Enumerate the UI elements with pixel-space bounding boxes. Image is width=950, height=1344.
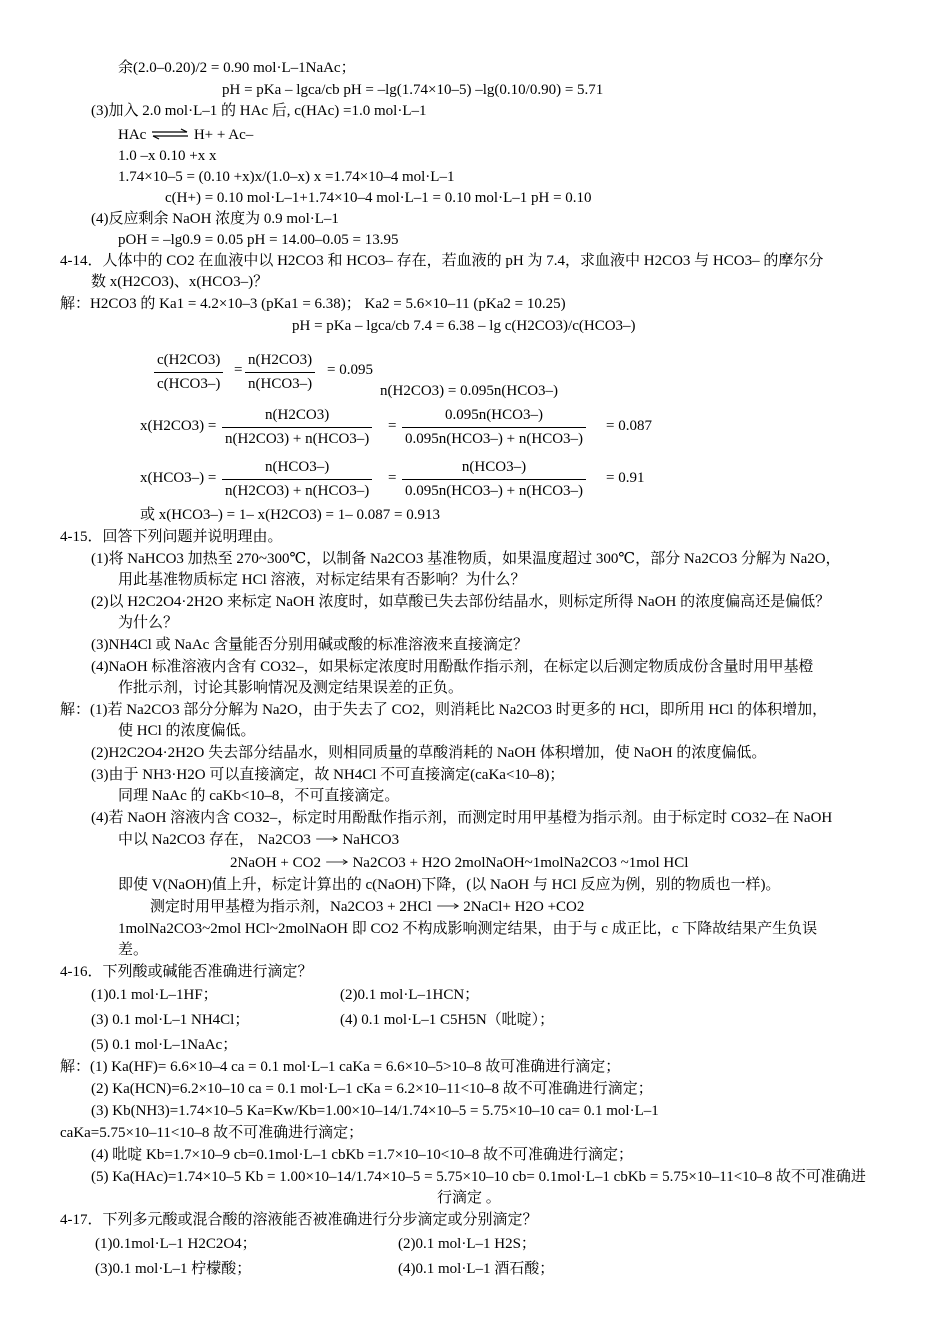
arrow-right-icon (315, 833, 339, 845)
text-line: 行滴定 。 (437, 1190, 501, 1206)
fraction: n(H2CO3) n(H2CO3) + n(HCO3–) (222, 405, 372, 450)
text-line: pOH = –lg0.9 = 0.05 pH = 14.00–0.05 = 13.95 (118, 232, 399, 248)
text-line: 数 x(H2CO3)、x(HCO3–)？ (91, 274, 269, 290)
text-line: n(H2CO3) = 0.095n(HCO3–) (380, 383, 559, 399)
equation-products: H+ + Ac– (193, 127, 254, 143)
list-item: (3) 0.1 mol·L–1 NH4Cl； (91, 1012, 250, 1028)
equation-line: 测定时用甲基橙为指示剂，Na2CO3 + 2HCl 2NaCl+ H2O +CO2 (150, 899, 585, 915)
fraction: 0.095n(HCO3–) 0.095n(HCO3–) + n(HCO3–) (402, 405, 586, 450)
list-item: (1)0.1mol·L–1 H2C2O4； (95, 1236, 257, 1252)
question-4-14: 4-14．人体中的 CO2 在血液中以 H2CO3 和 HCO3– 存在，若血液的 pH 为 7.4，求血液中 H2CO3 与 HCO3– 的摩尔分 (60, 253, 824, 269)
text-line: pH = pKa – lgca/cb pH = –lg(1.74×10–5) –lg(0.10/0.90) = 5.71 (222, 82, 604, 98)
equals-sign: = (234, 362, 243, 378)
text-line: (4)反应剩余 NaOH 浓度为 0.9 mol·L–1 (91, 211, 339, 227)
answer-4-15: 解：(1)若 Na2CO3 部分分解为 Na2O，由于失去了 CO2，则消耗比 Na2CO3 时更多的 HCl，即所用 HCl 的体积增加， (60, 702, 828, 718)
text-line: (2) Ka(HCN)=6.2×10–10 ca = 0.1 mol·L–1 cKa = 6.2×10–11<10–8 故不可准确进行滴定； (91, 1081, 653, 1097)
text-line: (2)H2C2O4·2H2O 失去部分结晶水，则相同质量的草酸消耗的 NaOH 体积增加，使 NaOH 的浓度偏低。 (91, 745, 767, 761)
text-line: (3)由于 NH3·H2O 可以直接滴定，故 NH4Cl 不可直接滴定(caKa<10–8)； (91, 767, 565, 783)
question-4-16: 4-16．下列酸或碱能否准确进行滴定？ (60, 964, 313, 980)
text-line: (1)将 NaHCO3 加热至 270~300℃，以制备 Na2CO3 基准物质，如果温度超过 300℃，部分 Na2CO3 分解为 Na2O， (91, 551, 841, 567)
text-line: (3) Kb(NH3)=1.74×10–5 Ka=Kw/Kb=1.00×10–14/1.74×10–5 = 5.75×10–10 ca= 0.1 mol·L–1 (91, 1103, 659, 1119)
list-item: (3)0.1 mol·L–1 柠檬酸； (95, 1261, 252, 1277)
text-line: caKa=5.75×10–11<10–8 故不可准确进行滴定； (60, 1125, 364, 1141)
list-item: (4) 0.1 mol·L–1 C5H5N（吡啶）； (340, 1012, 555, 1028)
text-line: pH = pKa – lgca/cb 7.4 = 6.38 – lg c(H2CO3)/c(HCO3–) (292, 318, 636, 334)
equation-line: 2NaOH + CO2 Na2CO3 + H2O 2molNaOH~1molNa2CO3 ~1mol HCl (230, 855, 689, 871)
text-line: (5) Ka(HAc)=1.74×10–5 Kb = 1.00×10–14/1.74×10–5 = 5.75×10–10 cb= 0.1mol·L–1 cbKb = 5.75×10–11<10–8 故不可准确进 (91, 1169, 866, 1185)
list-item: (2)0.1 mol·L–1 H2S； (398, 1236, 536, 1252)
text-line: 1.0 –x 0.10 +x x (118, 148, 217, 164)
text-line: (3)加入 2.0 mol·L–1 的 HAc 后, c(HAc) =1.0 mol·L–1 (91, 103, 427, 119)
text-line: 差。 (118, 942, 149, 958)
question-4-15: 4-15．回答下列问题并说明理由。 (60, 529, 283, 545)
answer-4-14: 解：H2CO3 的 Ka1 = 4.2×10–3 (pKa1 = 6.38)； Ka2 = 5.6×10–11 (pKa2 = 10.25) (60, 296, 566, 312)
equals-sign: = (388, 418, 397, 434)
list-item: (5) 0.1 mol·L–1NaAc； (91, 1037, 238, 1053)
question-4-17: 4-17．下列多元酸或混合酸的溶液能否被准确进行分步滴定或分别滴定？ (60, 1212, 538, 1228)
text-line: 为什么？ (118, 615, 179, 631)
fraction-moles: n(H2CO3) n(HCO3–) (245, 350, 315, 395)
text-line: c(H+) = 0.10 mol·L–1+1.74×10–4 mol·L–1 = 0.10 mol·L–1 pH = 0.10 (165, 190, 592, 206)
text-line: 用此基准物质标定 HCl 溶液，对标定结果有否影响？为什么？ (118, 572, 526, 588)
equation-reactant: HAc (118, 127, 147, 143)
equals-sign: = (388, 470, 397, 486)
fraction-concentration: c(H2CO3) c(HCO3–) (154, 350, 223, 395)
text-line: 使 HCl 的浓度偏低。 (118, 723, 256, 739)
equation-line: 中以 Na2CO3 存在， Na2CO3 NaHCO3 (118, 832, 400, 848)
text-line: 或 x(HCO3–) = 1– x(H2CO3) = 1– 0.087 = 0.913 (140, 507, 440, 523)
fraction: n(HCO3–) 0.095n(HCO3–) + n(HCO3–) (402, 457, 586, 502)
list-item: (4)0.1 mol·L–1 酒石酸； (398, 1261, 555, 1277)
text-line: (3)NH4Cl 或 NaAc 含量能否分别用碱或酸的标准溶液来直接滴定？ (91, 637, 529, 653)
text-line: (4)NaOH 标准溶液内含有 CO32–，如果标定浓度时用酚酞作指示剂，在标定以后测定物质成份含量时用甲基橙 (91, 659, 814, 675)
fraction: n(HCO3–) n(H2CO3) + n(HCO3–) (222, 457, 372, 502)
text-line: (4) 吡啶 Kb=1.7×10–9 cb=0.1mol·L–1 cbKb =1.7×10–10<10–8 故不可准确进行滴定； (91, 1147, 633, 1163)
text-line: 同理 NaAc 的 caKb<10–8，不可直接滴定。 (118, 788, 400, 804)
mole-fraction-label: x(HCO3–) = (140, 470, 217, 486)
equilibrium-arrow-icon (150, 128, 190, 140)
arrow-right-icon (325, 856, 349, 868)
result: = 0.91 (606, 470, 645, 486)
text-line: 1molNa2CO3~2mol HCl~2molNaOH 即 CO2 不构成影响测定结果，由于与 c 成正比，c 下降故结果产生负误 (118, 921, 818, 937)
text-line: 即使 V(NaOH)值上升，标定计算出的 c(NaOH)下降，(以 NaOH 与 HCl 反应为例，别的物质也一样)。 (118, 877, 781, 893)
text-line: 作批示剂，讨论其影响情况及测定结果误差的正负。 (118, 680, 464, 696)
text-line: (2)以 H2C2O4·2H2O 来标定 NaOH 浓度时，如草酸已失去部份结晶水，则标定所得 NaOH 的浓度偏高还是偏低？ (91, 594, 831, 610)
text-line: (4)若 NaOH 溶液内含 CO32–，标定时用酚酞作指示剂，而测定时用甲基橙为指示剂。由于标定时 CO32–在 NaOH (91, 810, 833, 826)
text-line: 余(2.0–0.20)/2 = 0.90 mol·L–1NaAc； (118, 60, 356, 76)
answer-4-16: 解：(1) Ka(HF)= 6.6×10–4 ca = 0.1 mol·L–1 caKa = 6.6×10–5>10–8 故可准确进行滴定； (60, 1059, 621, 1075)
list-item: (2)0.1 mol·L–1HCN； (340, 987, 480, 1003)
result: = 0.095 (327, 362, 373, 378)
arrow-right-icon (436, 900, 460, 912)
mole-fraction-label: x(H2CO3) = (140, 418, 217, 434)
list-item: (1)0.1 mol·L–1HF； (91, 987, 218, 1003)
result: = 0.087 (606, 418, 652, 434)
equation-line (118, 125, 253, 146)
text-line: 1.74×10–5 = (0.10 +x)x/(1.0–x) x =1.74×10–4 mol·L–1 (118, 169, 455, 185)
